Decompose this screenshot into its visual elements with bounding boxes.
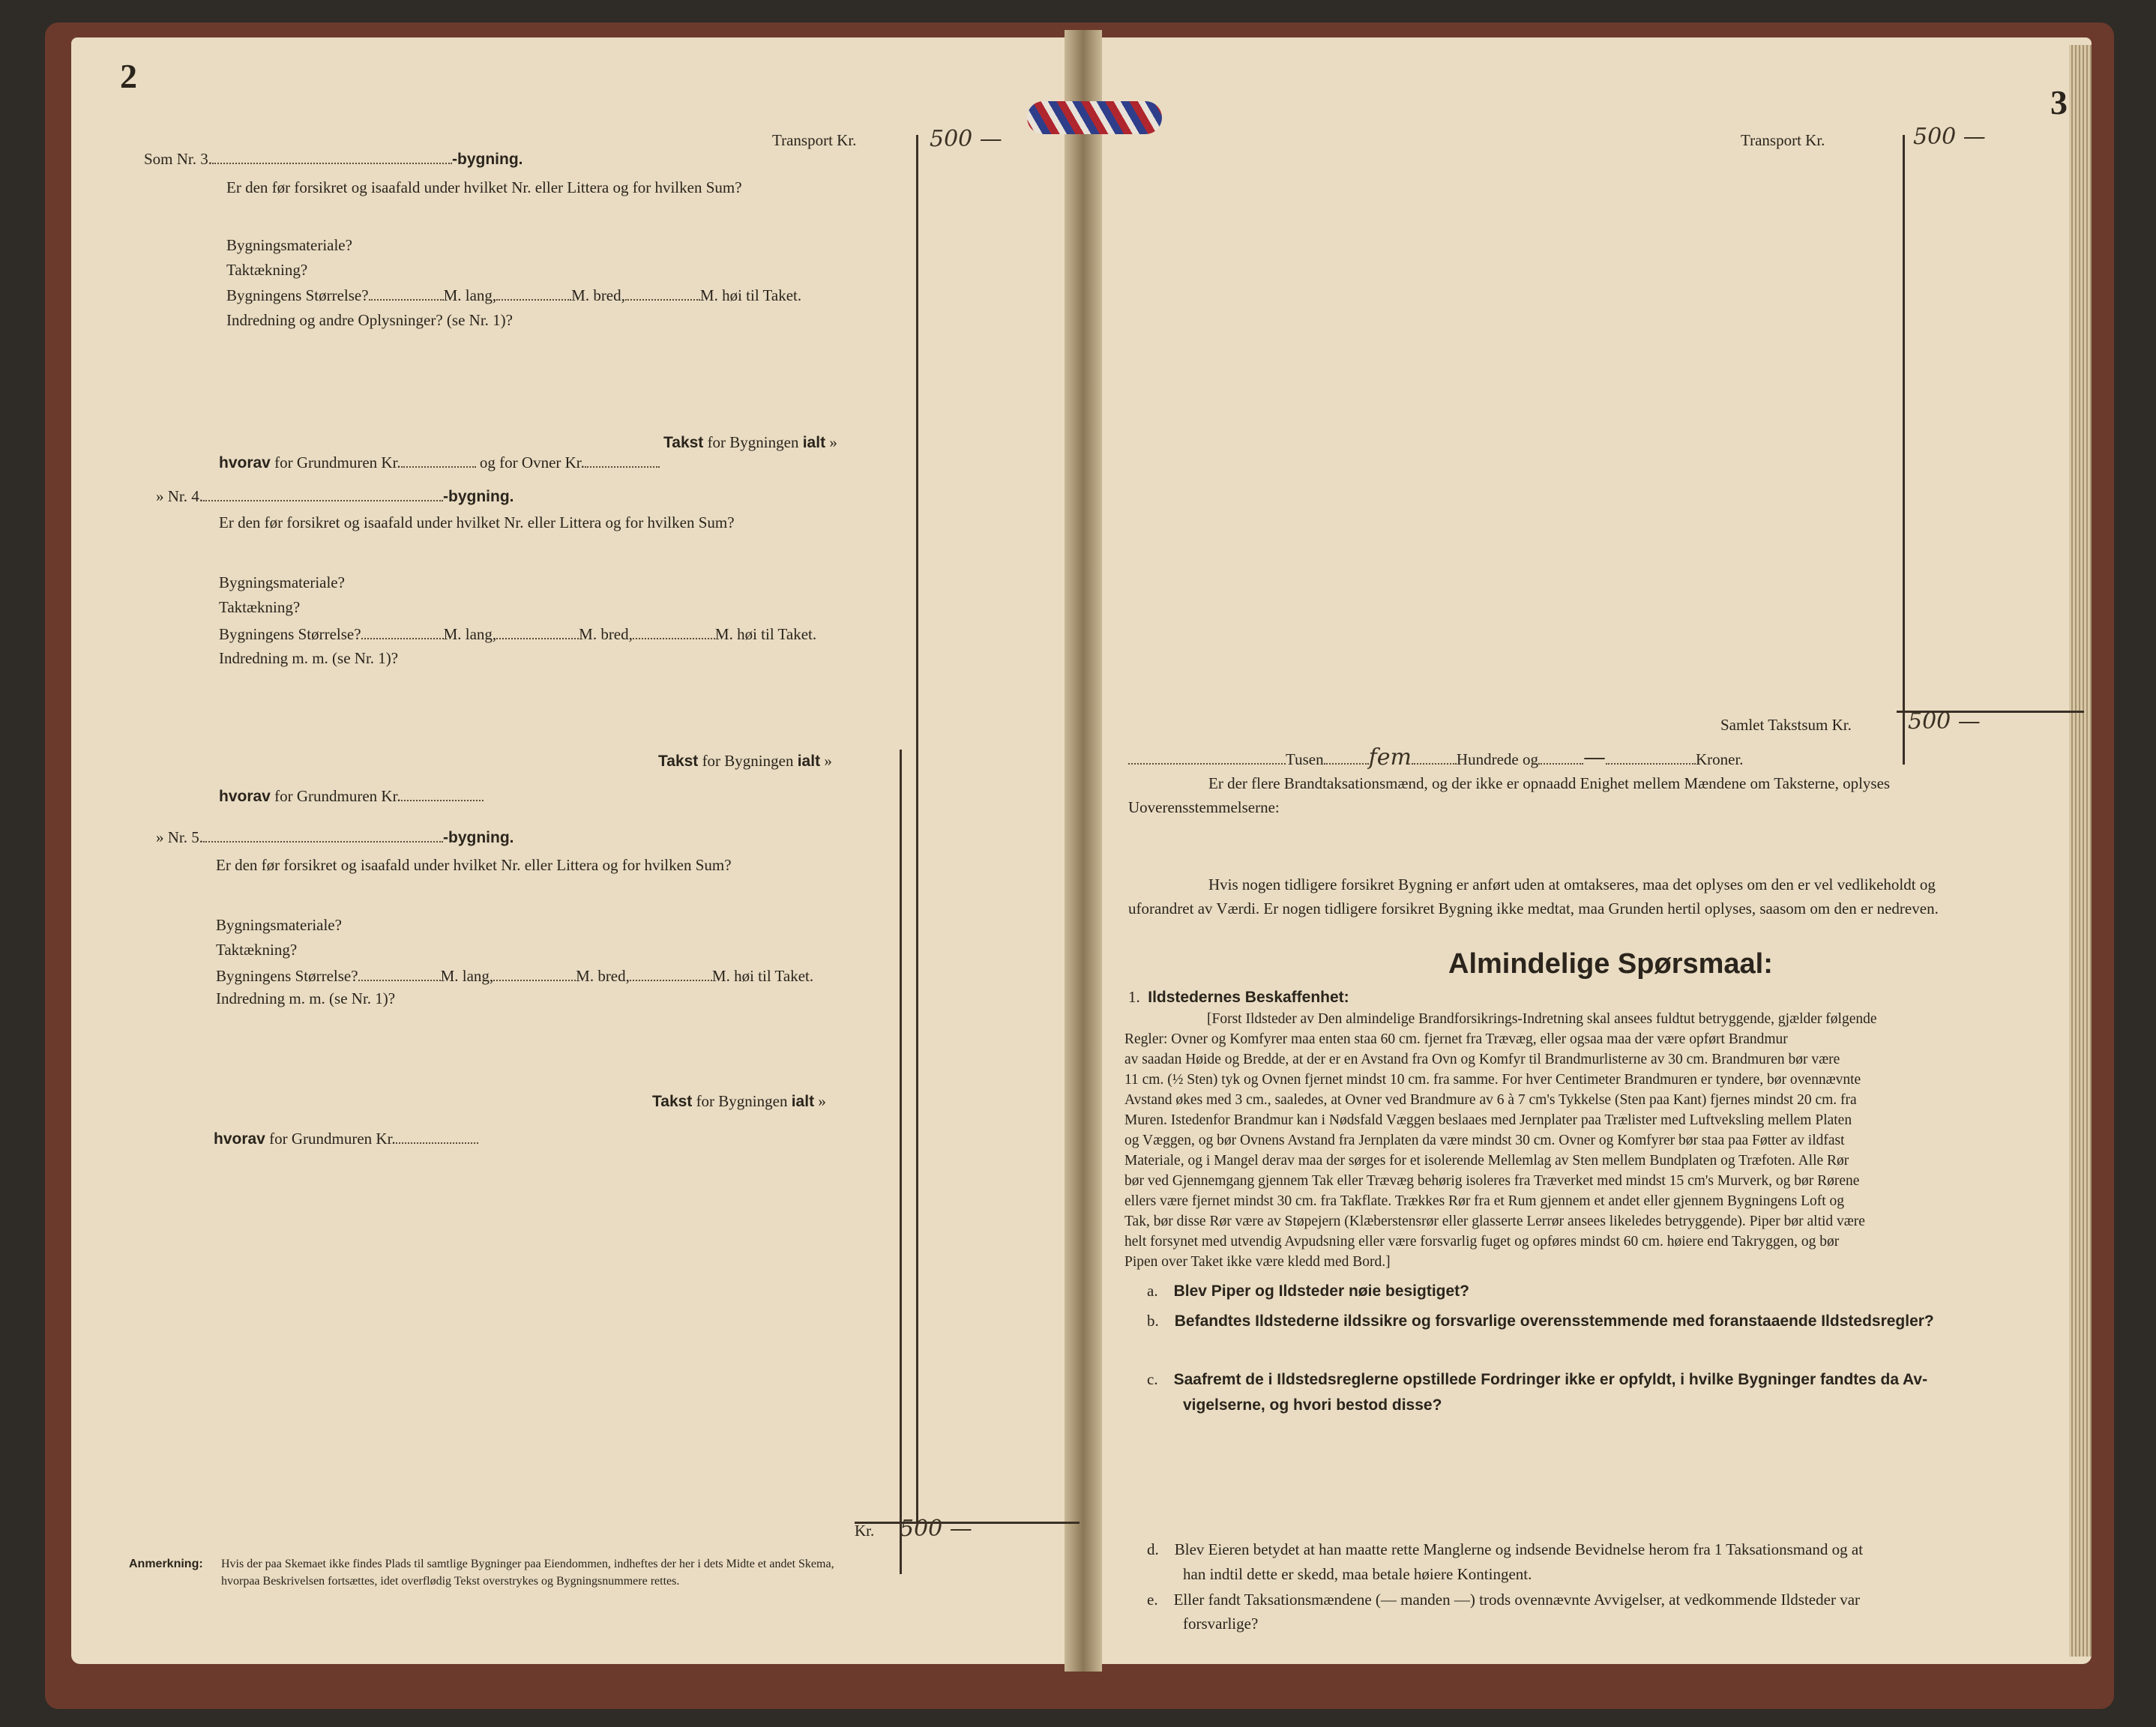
- transport-label-left: Transport Kr.: [772, 131, 857, 149]
- nr5-question: Er den før forsikret og isaafald under hvilket Nr. eller Littera og for hvilken Sum?: [216, 856, 732, 874]
- bookmark-ribbon: [1027, 101, 1162, 134]
- nr3-size: Bygningens Størrelse? M. lang, M. bred, M. høi til Taket.: [226, 286, 802, 304]
- nr5-indredning: Indredning m. m. (se Nr. 1)?: [216, 989, 396, 1007]
- nr5-row: » Nr. 5. -bygning.: [156, 828, 514, 846]
- rule-line: Muren. Istedenfor Brandmur kan i Nødsfald Væggen beslaaes med Jernplater paa Trælister med Luftveksling mellem Platen: [1124, 1112, 1852, 1128]
- nr4-tak: Taktækning?: [219, 598, 301, 616]
- nr4-indredning: Indredning m. m. (se Nr. 1)?: [219, 649, 399, 667]
- left-page: [71, 37, 1076, 1664]
- left-kr-value: 500 —: [900, 1516, 972, 1542]
- question-e-1: e. Eller fandt Taksationsmændene (— manden —) trods ovennævnte Avvigelser, at vedkommende Ildsteder var: [1147, 1591, 1861, 1609]
- nr3-question: Er den før forsikret og isaafald under hvilket Nr. eller Littera og for hvilken Sum?: [226, 178, 742, 196]
- anmerkning-line-2: hvorpaa Beskrivelsen fortsættes, idet overflødig Tekst overstrykes og Bygningsnummere rettes.: [221, 1575, 680, 1588]
- section-heading: Almindelige Spørsmaal:: [1448, 948, 1773, 980]
- nr3-indredning: Indredning og andre Oplysninger? (se Nr. 1)?: [226, 311, 513, 329]
- left-column-rule: [916, 135, 918, 1522]
- question-c-1: c. Saafremt de i Ildstedsreglerne opstillede Fordringer ikke er opfyldt, i hvilke Bygninger fandtes da Av-: [1147, 1370, 1928, 1388]
- rule-line: 11 cm. (½ Sten) tyk og Ovnen fjernet mindst 10 cm. fra samme. For hver Centimeter Brandmuren er tyndere, bør ovennævnte: [1124, 1072, 1861, 1088]
- hvis-line-1: Hvis nogen tidligere forsikret Bygning er anført uden at omtakseres, maa det oplyses om den er vel vedlikeholdt og: [1208, 875, 1936, 893]
- transport-value-left: 500 —: [930, 126, 1002, 152]
- rule-line: helt forsynet med utvendig Avpudsning eller være forsvarlig fuget og opføres mindst 60 cm. høiere end Takryggen, og bør: [1124, 1234, 1840, 1250]
- nr5-hvorav: hvorav for Grundmuren Kr.: [214, 1130, 478, 1148]
- rule-line: av saadan Høide og Bredde, at der er en Avstand fra Ovn og Komfyr til Brandmurlisterne av 30 cm. Brandmuren bør være: [1124, 1052, 1840, 1067]
- rule-line: ellers være fjernet mindst 30 cm. fra Takflate. Trækkes Rør fra et Rum gjennem et andet eller gjennem Bygningens Loft og: [1124, 1193, 1845, 1209]
- rule-line: Materiale, og i Mangel derav maa der sørges for et isolerende Mellemlag av Sten mellem Bundplaten og Træfoten. Alle Rør: [1124, 1153, 1849, 1169]
- rule-line: Avstand økes med 3 cm., saaledes, at Ovner ved Brandmure av 6 à 7 cm's Tykkelse (Sten paa Kant) fjernes mindst 20 cm. fra: [1124, 1092, 1857, 1108]
- question-d-2: han indtil dette er skedd, maa betale høiere Kontingent.: [1183, 1565, 1532, 1583]
- question-a: a. Blev Piper og Ildsteder nøie besigtiget?: [1147, 1282, 1469, 1300]
- nr4-material: Bygningsmateriale?: [219, 573, 345, 591]
- transport-value-right: 500 —: [1913, 124, 1986, 150]
- rule-line: Regler: Ovner og Komfyrer maa enten staa 60 cm. fjernet fra Trævæg, eller ogsaa maa der være opført Brandmur: [1124, 1031, 1788, 1047]
- page-number-right: 3: [2050, 83, 2068, 121]
- rule-line: bør ved Gjennemgang gjennem Tak eller Trævæg behørig isoleres fra Træverket med mindst 15 cm's Murverk, og bør Rørene: [1124, 1173, 1860, 1189]
- right-column-rule: [1903, 135, 1905, 765]
- hvis-line-2: uforandret av Værdi. Er nogen tidligere forsikret Bygning ikke medtat, maa Grunden hertil oplyses, saasom om den er nedreven.: [1128, 899, 1939, 917]
- question-b: b. Befandtes Ildstederne ildssikre og forsvarlige overensstemmende med foranstaaende Ildstedsregler?: [1147, 1312, 1934, 1330]
- rule-line: og Væggen, og bør Ovnens Avstand fra Jernplaten da være mindst 30 cm. Ovner og Komfyrer bør staa paa Føtter av ildfast: [1124, 1133, 1845, 1148]
- question-e-2: forsvarlige?: [1183, 1615, 1259, 1633]
- nr3-tak: Taktækning?: [226, 261, 308, 279]
- left-column-rule-2: [900, 750, 902, 1574]
- rule-line: Tak, bør disse Rør være av Støpejern (Klæberstensrør eller glasserte Lerrør ansees likeledes betryggende). Piper bør altid være: [1124, 1214, 1865, 1229]
- samlet-label: Samlet Takstsum Kr.: [1720, 716, 1852, 734]
- q1-label: 1. Ildstedernes Beskaffenhet:: [1128, 988, 1349, 1006]
- flere-line-2: Uoverensstemmelserne:: [1128, 798, 1280, 816]
- nr3-hvorav: hvorav for Grundmuren Kr. og for Ovner Kr.: [219, 453, 660, 472]
- nr3-takst: Takst for Bygningen ialt »: [663, 433, 837, 451]
- question-d-1: d. Blev Eieren betydet at han maatte rette Manglerne og indsende Bevidnelse herom fra 1 Taksationsmand og at: [1147, 1540, 1864, 1558]
- ildsted-rules: [1124, 1009, 2043, 1272]
- anmerkning-line-1: Hvis der paa Skemaet ikke findes Plads til samtlige Bygninger paa Eiendommen, indheftes der her i dets Midte et andet Skema,: [221, 1558, 834, 1570]
- nr5-takst: Takst for Bygningen ialt »: [652, 1092, 826, 1110]
- anmerkning-label: Anmerkning:: [129, 1558, 203, 1570]
- nr5-material: Bygningsmateriale?: [216, 916, 342, 934]
- nr5-size: Bygningens Størrelse? M. lang, M. bred, M. høi til Taket.: [216, 967, 814, 985]
- left-kr-label: Kr.: [855, 1522, 875, 1540]
- nr4-row: » Nr. 4. -bygning.: [156, 487, 514, 505]
- right-page: [1083, 37, 2092, 1664]
- page-edges: [2069, 45, 2092, 1657]
- nr4-hvorav: hvorav for Grundmuren Kr.: [219, 787, 484, 806]
- book-gutter: [1065, 30, 1102, 1672]
- nr5-tak: Taktækning?: [216, 941, 298, 959]
- rule-line: Pipen over Taket ikke være kledd med Bord.]: [1124, 1254, 1391, 1270]
- transport-label-right: Transport Kr.: [1741, 131, 1825, 149]
- nr4-takst: Takst for Bygningen ialt »: [658, 752, 832, 770]
- nr3-row: Som Nr. 3. -bygning.: [144, 150, 523, 168]
- samlet-value: 500 —: [1908, 708, 1981, 735]
- nr3-material: Bygningsmateriale?: [226, 236, 352, 254]
- tusen-row: Tusen fem Hundrede og — Kroner.: [1128, 744, 1744, 771]
- question-c-2: vigelserne, og hvori bestod disse?: [1183, 1396, 1442, 1414]
- rule-line: [Forst Ildsteder av Den almindelige Brandforsikrings-Indretning skal ansees fuldtut betryggende, gjælder følgende: [1207, 1011, 1877, 1027]
- flere-line-1: Er der flere Brandtaksationsmænd, og der ikke er opnaadd Enighet mellem Mændene om Taksterne, oplyses: [1208, 774, 1891, 792]
- nr4-question: Er den før forsikret og isaafald under hvilket Nr. eller Littera og for hvilken Sum?: [219, 513, 735, 531]
- nr4-size: Bygningens Størrelse? M. lang, M. bred, M. høi til Taket.: [219, 625, 817, 643]
- page-number-left: 2: [120, 57, 137, 95]
